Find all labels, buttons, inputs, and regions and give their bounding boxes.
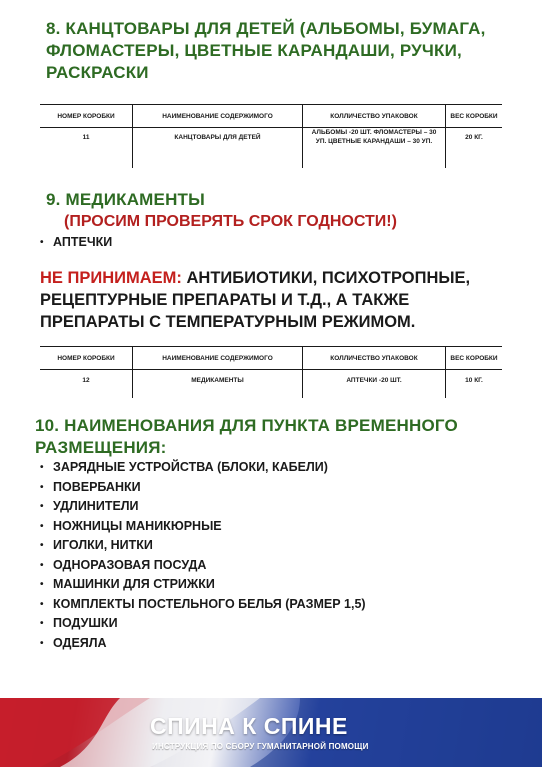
- col-box-number: НОМЕР КОРОБКИ: [40, 347, 133, 370]
- table-row: [40, 370, 502, 399]
- section-9-subtitle: (ПРОСИМ ПРОВЕРЯТЬ СРОК ГОДНОСТИ!): [64, 213, 397, 230]
- list-item: • НОЖНИЦЫ МАНИКЮРНЫЕ: [40, 517, 460, 537]
- section-9-table: [40, 346, 502, 398]
- section-10-title-text: 10. НАИМЕНОВАНИЯ ДЛЯ ПУНКТА ВРЕМЕННОГО РАЗМЕЩЕНИЯ:: [35, 416, 458, 457]
- medication-notice: [40, 267, 510, 333]
- cell-box-weight: 20 КГ.: [446, 128, 503, 169]
- list-item: • ПОВЕРБАНКИ: [40, 478, 460, 498]
- cell-box-number: 11: [82, 134, 90, 141]
- col-box-weight: ВЕС КОРОБКИ: [446, 347, 503, 370]
- col-contents: НАИМЕНОВАНИЕ СОДЕРЖИМОГО: [133, 105, 303, 128]
- list-item: • ОДЕЯЛА: [40, 634, 460, 654]
- cell-package-count: АПТЕЧКИ -20 ШТ.: [303, 370, 446, 399]
- list-item: • ИГОЛКИ, НИТКИ: [40, 536, 460, 556]
- cell-package-count: АЛЬБОМЫ -20 ШТ. ФЛОМАСТЕРЫ – 30 УП. ЦВЕТНЫЕ КАРАНДАШИ – 30 УП.: [303, 128, 446, 169]
- list-item: • УДЛИНИТЕЛИ: [40, 497, 460, 517]
- list-item: • МАШИНКИ ДЛЯ СТРИЖКИ: [40, 575, 460, 595]
- table-header-row: [40, 347, 502, 370]
- list-item: • ПОДУШКИ: [40, 614, 460, 634]
- table-row: [40, 128, 502, 169]
- list-item: • ЗАРЯДНЫЕ УСТРОЙСТВА (БЛОКИ, КАБЕЛИ): [40, 458, 460, 478]
- cell-contents: МЕДИКАМЕНТЫ: [133, 370, 303, 399]
- section-9-title: 9. МЕДИКАМЕНТЫ: [46, 190, 205, 209]
- brand-subtitle: ИНСТРУКЦИЯ ПО СБОРУ ГУМАНИТАРНОЙ ПОМОЩИ: [152, 742, 369, 751]
- cell-box-weight: 10 КГ.: [446, 370, 503, 399]
- col-package-count: КОЛЛИЧЕСТВО УПАКОВОК: [303, 347, 446, 370]
- list-item: • АПТЕЧКИ: [40, 233, 340, 253]
- section-10-title: [35, 415, 475, 459]
- table-header-row: [40, 105, 502, 128]
- col-box-number: НОМЕР КОРОБКИ: [40, 105, 133, 128]
- cell-contents: КАНЦТОВАРЫ ДЛЯ ДЕТЕЙ: [133, 128, 303, 169]
- list-item: • КОМПЛЕКТЫ ПОСТЕЛЬНОГО БЕЛЬЯ (РАЗМЕР 1,5): [40, 595, 460, 615]
- brand-logo-text: СПИНА К СПИНЕ: [150, 713, 348, 739]
- section-9-list: [40, 233, 340, 253]
- list-item: • ОДНОРАЗОВАЯ ПОСУДА: [40, 556, 460, 576]
- col-contents: НАИМЕНОВАНИЕ СОДЕРЖИМОГО: [133, 347, 303, 370]
- section-10-list: [40, 458, 460, 653]
- section-8-title: 8. КАНЦТОВАРЫ ДЛЯ ДЕТЕЙ (АЛЬБОМЫ, БУМАГА, ФЛОМАСТЕРЫ, ЦВЕТНЫЕ КАРАНДАШИ, РУЧКИ, РАСКРАСКИ: [46, 19, 486, 82]
- section-8-table: [40, 104, 502, 168]
- col-box-weight: ВЕС КОРОБКИ: [446, 105, 503, 128]
- notice-text: АНТИБИОТИКИ, ПСИХОТРОПНЫЕ, РЕЦЕПТУРНЫЕ ПРЕПАРАТЫ И Т.Д., А ТАКЖЕ ПРЕПАРАТЫ С ТЕМПЕРАТУРНЫМ РЕЖИМОМ.: [40, 269, 471, 331]
- notice-label: НЕ ПРИНИМАЕМ:: [40, 269, 182, 287]
- col-package-count: КОЛЛИЧЕСТВО УПАКОВОК: [303, 105, 446, 128]
- cell-box-number: 12: [82, 377, 90, 384]
